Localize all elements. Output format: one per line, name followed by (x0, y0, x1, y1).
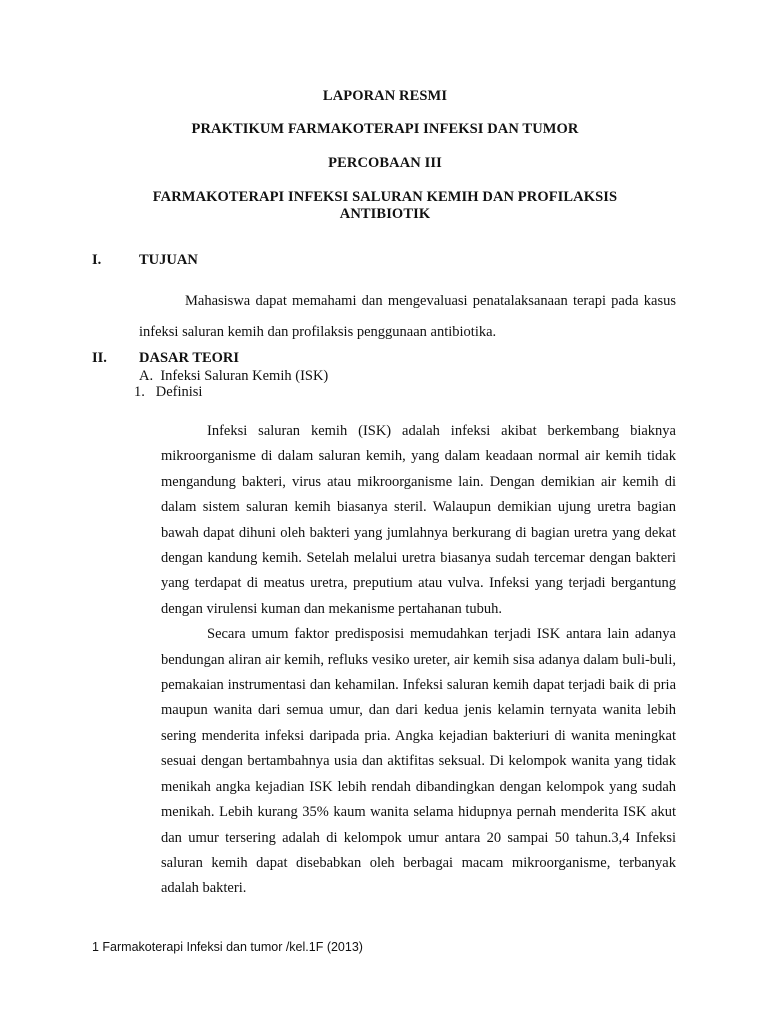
section-heading-dasar-teori: DASAR TEORI (139, 350, 240, 366)
report-title: LAPORAN RESMI (322, 88, 448, 104)
section-heading-tujuan: TUJUAN (139, 252, 198, 268)
section-number-dasar-teori: II. (92, 350, 107, 366)
section-number-tujuan: I. (92, 252, 102, 268)
experiment-number: PERCOBAAN III (328, 155, 442, 171)
experiment-title: FARMAKOTERAPI INFEKSI SALURAN KEMIH DAN PROFILAKSIS ANTIBIOTIK (152, 189, 618, 222)
body-paragraph: Infeksi saluran kemih (ISK) adalah infeksi akibat berkembang biaknya mikroorganisme di dalam saluran kemih, yang dalam keadaan normal air kemih tidak mengandung bakteri, virus atau mikroorganisme lain. Dengan demikian air kemih di dalam sistem saluran kemih biasanya steril. Walaupun demikian ujung uretra bagian bawah dapat dihuni oleh bakteri yang jumlahnya berkurang di bagian uretra yang dekat dengan kandung kemih. Setelah melalui uretra biasanya sudah tercemar dengan bakteri yang terdapat di meatus uretra, preputium atau vulva. Infeksi yang terjadi bergantung dengan virulensi kuman dan mekanisme pertahanan tubuh. (161, 423, 676, 617)
tujuan-paragraph: Mahasiswa dapat memahami dan mengevaluasi penatalaksanaan terapi pada kasus infeksi saluran kemih dan profilaksis penggunaan antibiotika. (139, 293, 676, 340)
body-paragraph: Secara umum faktor predisposisi memudahkan terjadi ISK antara lain adanya bendungan aliran air kemih, refluks vesiko ureter, air kemih sisa adanya dalam buli-buli, pemakaian instrumentasi dan kehamilan. Infeksi saluran kemih dapat terjadi baik di pria maupun wanita dari semua umur, dan dari kedua jenis kelamin ternyata wanita lebih sering menderita infeksi daripada pria. Angka kejadian bakteriuri di wanita meningkat sesuai dengan bertambahnya usia dan aktifitas seksual. Di kelompok wanita yang tidak menikah angka kejadian ISK lebih rendah dibandingkan dengan kelompok yang sudah menikah. Lebih kurang 35% kaum wanita selama hidupnya pernah menderita ISK akut dan umur tersering adalah di kelompok umur antara 20 sampai 50 tahun.3,4 Infeksi saluran kemih dapat disebabkan oleh berbagai macam mikroorganisme, terbanyak adalah bakteri. (161, 626, 676, 897)
page-footer: 1 Farmakoterapi Infeksi dan tumor /kel.1F (2013) (92, 940, 363, 954)
practicum-title: PRAKTIKUM FARMAKOTERAPI INFEKSI DAN TUMOR (191, 121, 579, 137)
subsection-heading-definisi: 1. Definisi (134, 384, 203, 400)
definisi-body (161, 419, 676, 902)
subsection-heading-isk: A. Infeksi Saluran Kemih (ISK) (139, 368, 329, 384)
